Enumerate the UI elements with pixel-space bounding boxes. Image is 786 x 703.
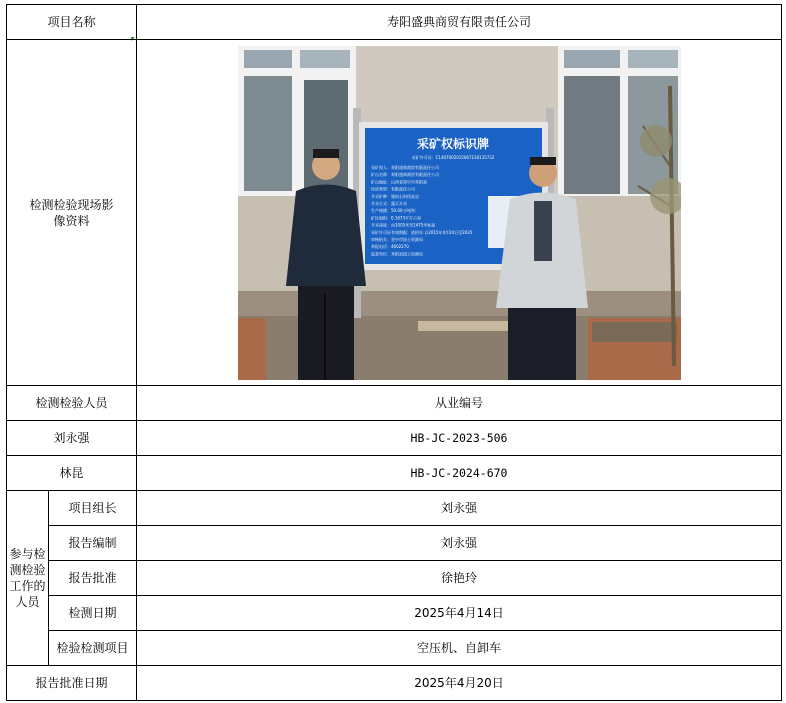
sign-field-line: 生产规模：50.00万吨/年 [370, 207, 416, 213]
approval-date-label: 报告批准日期 [7, 666, 137, 701]
photo-label [7, 40, 137, 386]
participant-row [7, 526, 782, 561]
inspector-header-row [7, 386, 782, 421]
participant-role: 检验检测项目 [49, 631, 137, 666]
sign-field-line: 开采方式：露天开采 [370, 200, 407, 206]
participant-value: 空压机、自卸车 [137, 631, 782, 666]
photo-cell [137, 40, 782, 386]
inspection-report-table [6, 4, 782, 701]
participant-row [7, 561, 782, 596]
participant-role: 报告批准 [49, 561, 137, 596]
site-photo-image [238, 46, 681, 380]
inspector-name: 林昆 [7, 456, 137, 491]
photo-label-text: 检测检验现场影像资料 [29, 197, 114, 228]
sign-field-line: 经济类型：有限责任公司 [370, 186, 415, 192]
participant-row [7, 631, 782, 666]
sign-field-line: 开采深度：由1005米至1475米标高 [370, 222, 435, 228]
approval-date-value: 2025年4月20日 [137, 666, 782, 701]
project-name-row [7, 5, 782, 40]
project-name-value: 寿阳盛典商贸有限责任公司 [137, 5, 782, 40]
sign-field-line: 采矿权人：寿阳盛典商贸有限责任公司 [370, 164, 439, 170]
participant-row [7, 596, 782, 631]
sign-field-line: 矿山地址：山西省晋中市寿阳县 [370, 178, 427, 184]
participant-value: 刘永强 [137, 526, 782, 561]
approval-date-row [7, 666, 782, 701]
sign-license: 采矿许可证：C1407002015067130135732 [411, 154, 494, 160]
inspector-row [7, 421, 782, 456]
project-name-label: 项目名称 [7, 5, 137, 40]
sign-field-line: 矿山名称：寿阳盛典商贸有限责任公司 [370, 171, 439, 177]
sign-field-line: 采矿许可证有效期限：贰拾年 自2015年4月24日至2035 [370, 229, 472, 235]
participant-role: 项目组长 [49, 491, 137, 526]
inspector-license: HB-JC-2023-506 [137, 421, 782, 456]
participant-row [7, 491, 782, 526]
inspector-license: HB-JC-2024-670 [137, 456, 782, 491]
inspector-name: 刘永强 [7, 421, 137, 456]
sign-field-line: 监督单位：寿阳县国土资源局 [370, 250, 423, 256]
participant-value: 刘永强 [137, 491, 782, 526]
participant-role: 检测日期 [49, 596, 137, 631]
sign-field-line: 开采矿种：建筑石料用灰岩 [370, 193, 419, 199]
sign-field-line: 矿区面积：0.1673平方公里 [370, 214, 421, 220]
site-photo [238, 46, 681, 380]
participants-label: 参与检测检验工作的人员 [7, 491, 49, 666]
participant-value: 2025年4月14日 [137, 596, 782, 631]
participant-value: 徐艳玲 [137, 561, 782, 596]
inspector-row [7, 456, 782, 491]
sign-title: 采矿权标识牌 [416, 136, 489, 151]
inspector-label: 检测检验人员 [7, 386, 137, 421]
participant-role: 报告编制 [49, 526, 137, 561]
license-label: 从业编号 [137, 386, 782, 421]
photo-row [7, 40, 782, 386]
sign-field-line: 举报电话：4602270 [370, 243, 409, 249]
sign-field-line: 审核机关：晋中市国土资源局 [370, 236, 423, 242]
